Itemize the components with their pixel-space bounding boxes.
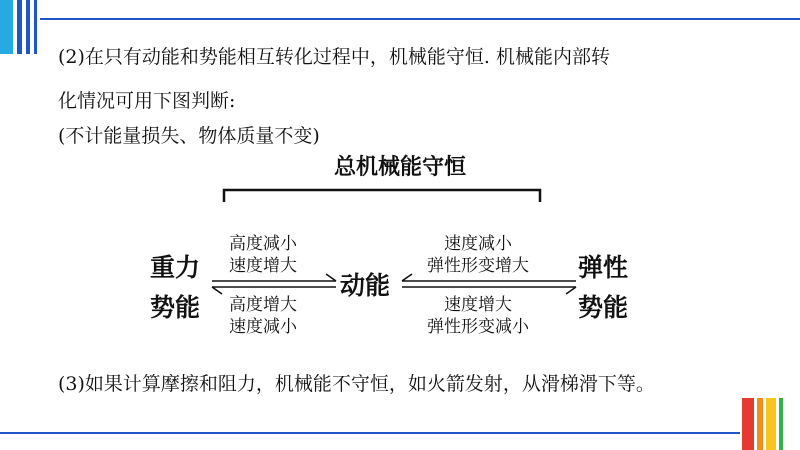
gravity-pe-line-2: 势能 (150, 293, 201, 322)
paragraph-2-line-1: (2)在只有动能和势能相互转化过程中，机械能守恒. 机械能内部转 (58, 46, 610, 68)
elastic-pe-line-1: 弹性 (578, 253, 629, 282)
top-left-stripe-3 (34, 0, 37, 54)
energy-conversion-diagram (140, 150, 660, 360)
right-bottom-condition-1: 速度增大 (444, 295, 512, 315)
left-bottom-condition-1: 高度增大 (229, 295, 297, 315)
gravity-pe-line-1: 重力 (150, 253, 201, 282)
title-bracket (224, 190, 540, 202)
left-top-condition-1: 高度减小 (229, 234, 297, 254)
left-bottom-condition-2: 速度减小 (229, 317, 297, 337)
bottom-right-bar-orange (757, 398, 763, 450)
paragraph-2-line-2: 化情况可用下图判断: (58, 90, 236, 112)
top-left-stripe-2 (26, 0, 30, 54)
bottom-right-bar-red (742, 398, 754, 450)
left-conversion-arrows (212, 274, 336, 294)
diagram-title: 总机械能守恒 (333, 155, 467, 180)
bottom-right-bar-green (779, 398, 783, 450)
right-conversion-arrows (402, 274, 576, 294)
right-top-condition-1: 速度减小 (444, 234, 512, 254)
right-top-condition-2: 弹性形变增大 (427, 256, 529, 276)
top-rule (40, 18, 800, 20)
top-left-color-block (0, 0, 13, 54)
bottom-right-bar-yellow (766, 398, 776, 450)
left-top-condition-2: 速度增大 (229, 256, 297, 276)
elastic-pe-line-2: 势能 (578, 293, 629, 322)
top-left-stripe-1 (17, 0, 22, 54)
paragraph-3: (3)如果计算摩擦和阻力，机械能不守恒，如火箭发射，从滑梯滑下等。 (58, 373, 655, 395)
bottom-rule (0, 432, 740, 434)
kinetic-energy: 动能 (340, 271, 391, 300)
assumption-note: (不计能量损失、物体质量不变) (58, 125, 320, 147)
right-bottom-condition-2: 弹性形变减小 (427, 317, 529, 337)
